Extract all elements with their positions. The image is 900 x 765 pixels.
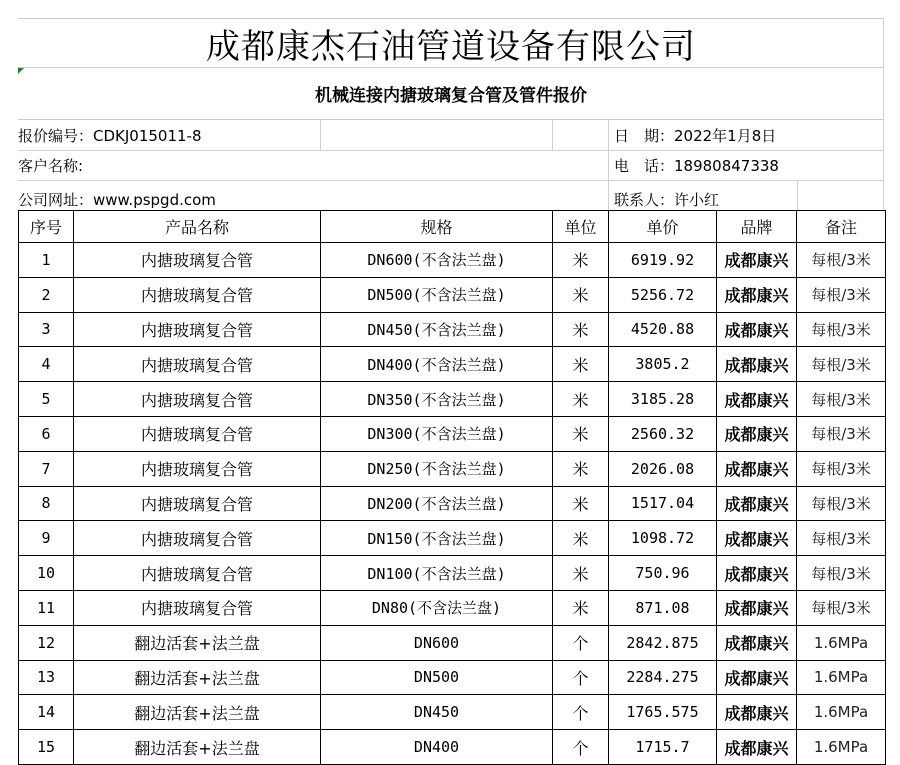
cell-unit: 米: [553, 590, 609, 625]
cell-index: 2: [19, 277, 74, 312]
cell-remark: 每根/3米: [797, 347, 886, 382]
cell-product-name: 内搪玻璃复合管: [74, 486, 321, 521]
contact-person: 联系人：许小红: [614, 190, 720, 209]
cell-unit-price: 1517.04: [609, 486, 717, 521]
cell-spec: DN300(不含法兰盘): [321, 416, 553, 451]
cell-index: 4: [19, 347, 74, 382]
cell-product-name: 内搪玻璃复合管: [74, 277, 321, 312]
cell-spec: DN250(不含法兰盘): [321, 451, 553, 486]
cell-unit: 个: [553, 730, 609, 765]
cell-unit-price: 5256.72: [609, 277, 717, 312]
cell-unit-price: 871.08: [609, 590, 717, 625]
table-row: [19, 347, 886, 382]
cell-index: 15: [19, 730, 74, 765]
cell-spec: DN500: [321, 660, 553, 695]
cell-product-name: 翻边活套+法兰盘: [74, 660, 321, 695]
cell-unit: 米: [553, 243, 609, 278]
cell-brand: 成都康兴: [717, 625, 797, 660]
cell-index: 8: [19, 486, 74, 521]
table-row: [19, 556, 886, 591]
customer-name: 客户名称:: [18, 156, 84, 175]
cell-index: 13: [19, 660, 74, 695]
cell-remark: 每根/3米: [797, 382, 886, 417]
phone-number: 电 话：18980847338: [614, 156, 779, 175]
table-row: [19, 660, 886, 695]
header-index: 序号: [19, 211, 74, 243]
cell-spec: DN200(不含法兰盘): [321, 486, 553, 521]
cell-unit: 个: [553, 660, 609, 695]
cell-unit-price: 3805.2: [609, 347, 717, 382]
cell-brand: 成都康兴: [717, 730, 797, 765]
cell-index: 1: [19, 243, 74, 278]
cell-unit: 米: [553, 521, 609, 556]
cell-unit: 米: [553, 382, 609, 417]
cell-unit: 米: [553, 486, 609, 521]
table-row: [19, 277, 886, 312]
sheet-right-edge: [883, 18, 884, 210]
cell-spec: DN100(不含法兰盘): [321, 556, 553, 591]
cell-remark: 1.6MPa: [797, 625, 886, 660]
table-row: [19, 312, 886, 347]
cell-index: 9: [19, 521, 74, 556]
info-col-divider: [552, 120, 553, 150]
cell-remark: 每根/3米: [797, 312, 886, 347]
info-row-divider: [18, 180, 884, 181]
cell-index: 6: [19, 416, 74, 451]
table-header-row: [19, 211, 886, 243]
cell-remark: 1.6MPa: [797, 730, 886, 765]
cell-brand: 成都康兴: [717, 451, 797, 486]
cell-brand: 成都康兴: [717, 347, 797, 382]
cell-index: 11: [19, 590, 74, 625]
cell-brand: 成都康兴: [717, 382, 797, 417]
cell-unit-price: 3185.28: [609, 382, 717, 417]
cell-unit-price: 1715.7: [609, 730, 717, 765]
cell-brand: 成都康兴: [717, 312, 797, 347]
cell-brand: 成都康兴: [717, 486, 797, 521]
cell-brand: 成都康兴: [717, 660, 797, 695]
quote-date: 日 期：2022年1月8日: [614, 126, 777, 145]
header-product-name: 产品名称: [74, 211, 321, 243]
cell-spec: DN150(不含法兰盘): [321, 521, 553, 556]
company-title: 成都康杰石油管道设备有限公司: [18, 18, 884, 68]
cell-index: 3: [19, 312, 74, 347]
cell-unit: 个: [553, 695, 609, 730]
cell-product-name: 内搪玻璃复合管: [74, 556, 321, 591]
cell-product-name: 内搪玻璃复合管: [74, 382, 321, 417]
cell-remark: 1.6MPa: [797, 695, 886, 730]
table-row: [19, 382, 886, 417]
header-remark: 备注: [797, 211, 886, 243]
table-row: [19, 486, 886, 521]
cell-product-name: 翻边活套+法兰盘: [74, 730, 321, 765]
cell-spec: DN600(不含法兰盘): [321, 243, 553, 278]
cell-unit-price: 1765.575: [609, 695, 717, 730]
cell-unit: 个: [553, 625, 609, 660]
info-col-divider: [320, 120, 321, 150]
cell-index: 10: [19, 556, 74, 591]
cell-unit-price: 4520.88: [609, 312, 717, 347]
cell-unit: 米: [553, 277, 609, 312]
cell-remark: 每根/3米: [797, 486, 886, 521]
table-row: [19, 695, 886, 730]
cell-remark: 每根/3米: [797, 243, 886, 278]
cell-spec: DN450: [321, 695, 553, 730]
cell-unit-price: 1098.72: [609, 521, 717, 556]
cell-unit: 米: [553, 451, 609, 486]
cell-index: 14: [19, 695, 74, 730]
cell-remark: 1.6MPa: [797, 660, 886, 695]
table-row: [19, 730, 886, 765]
cell-unit-price: 2284.275: [609, 660, 717, 695]
cell-remark: 每根/3米: [797, 277, 886, 312]
cell-unit: 米: [553, 556, 609, 591]
cell-spec: DN500(不含法兰盘): [321, 277, 553, 312]
cell-spec: DN400(不含法兰盘): [321, 347, 553, 382]
cell-product-name: 内搪玻璃复合管: [74, 347, 321, 382]
cell-spec: DN400: [321, 730, 553, 765]
header-spec: 规格: [321, 211, 553, 243]
cell-product-name: 翻边活套+法兰盘: [74, 695, 321, 730]
cell-unit-price: 2026.08: [609, 451, 717, 486]
cell-product-name: 内搪玻璃复合管: [74, 312, 321, 347]
cell-brand: 成都康兴: [717, 277, 797, 312]
price-table: [18, 210, 886, 765]
table-row: [19, 625, 886, 660]
cell-brand: 成都康兴: [717, 695, 797, 730]
quote-subtitle: 机械连接内搪玻璃复合管及管件报价: [18, 68, 884, 120]
cell-product-name: 内搪玻璃复合管: [74, 590, 321, 625]
table-row: [19, 451, 886, 486]
cell-brand: 成都康兴: [717, 521, 797, 556]
cell-unit: 米: [553, 312, 609, 347]
cell-product-name: 翻边活套+法兰盘: [74, 625, 321, 660]
table-row: [19, 416, 886, 451]
cell-unit-price: 6919.92: [609, 243, 717, 278]
cell-unit-price: 750.96: [609, 556, 717, 591]
table-row: [19, 590, 886, 625]
info-col-divider: [797, 180, 798, 210]
cell-remark: 每根/3米: [797, 590, 886, 625]
cell-unit: 米: [553, 347, 609, 382]
table-body: [19, 243, 886, 765]
cell-product-name: 内搪玻璃复合管: [74, 416, 321, 451]
cell-index: 7: [19, 451, 74, 486]
cell-brand: 成都康兴: [717, 416, 797, 451]
cell-product-name: 内搪玻璃复合管: [74, 451, 321, 486]
info-col-divider: [608, 120, 609, 210]
quote-number: 报价编号：CDKJ015011-8: [18, 126, 202, 145]
cell-brand: 成都康兴: [717, 590, 797, 625]
cell-unit-price: 2560.32: [609, 416, 717, 451]
cell-product-name: 内搪玻璃复合管: [74, 521, 321, 556]
cell-index: 12: [19, 625, 74, 660]
cell-brand: 成都康兴: [717, 556, 797, 591]
company-website: 公司网址：www.pspgd.com: [18, 190, 216, 209]
cell-unit-price: 2842.875: [609, 625, 717, 660]
cell-index: 5: [19, 382, 74, 417]
cell-remark: 每根/3米: [797, 521, 886, 556]
cell-spec: DN450(不含法兰盘): [321, 312, 553, 347]
cell-product-name: 内搪玻璃复合管: [74, 243, 321, 278]
cell-unit: 米: [553, 416, 609, 451]
cell-remark: 每根/3米: [797, 416, 886, 451]
table-row: [19, 243, 886, 278]
cell-spec: DN600: [321, 625, 553, 660]
cell-remark: 每根/3米: [797, 556, 886, 591]
table-row: [19, 521, 886, 556]
cell-spec: DN80(不含法兰盘): [321, 590, 553, 625]
cell-brand: 成都康兴: [717, 243, 797, 278]
header-brand: 品牌: [717, 211, 797, 243]
cell-remark: 每根/3米: [797, 451, 886, 486]
cell-spec: DN350(不含法兰盘): [321, 382, 553, 417]
header-unit-price: 单价: [609, 211, 717, 243]
header-unit: 单位: [553, 211, 609, 243]
